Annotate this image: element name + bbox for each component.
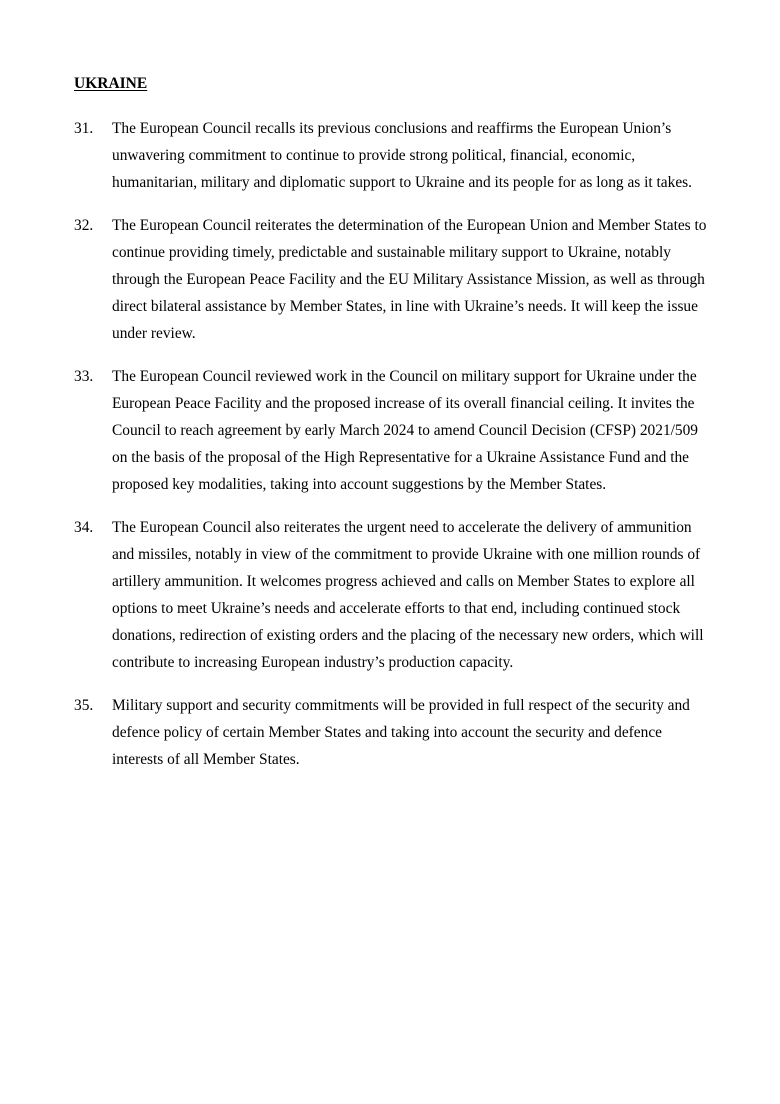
paragraph-number: 33. [74, 368, 94, 385]
paragraph-list [74, 115, 714, 789]
paragraph-text: The European Council also reiterates the urgent need to accelerate the delivery of ammunition and missiles, notably in view of the commitment to provide Ukraine with one million rounds of artillery ammunition. It welcomes progress achieved and calls on Member States to explore all options to meet Ukraine’s needs and accelerate efforts to that end, including continued stock donations, redirection of existing orders and the placing of the necessary new orders, which will contribute to increasing European industry’s production capacity. [112, 519, 704, 671]
paragraph-number: 35. [74, 697, 94, 714]
paragraph-number: 34. [74, 519, 94, 536]
paragraph-33 [74, 363, 714, 498]
paragraph-31 [74, 115, 714, 196]
section-title: UKRAINE [74, 75, 148, 92]
paragraph-32 [74, 212, 714, 347]
paragraph-text: The European Council reiterates the determination of the European Union and Member States to continue providing timely, predictable and sustainable military support to Ukraine, notably through the European Peace Facility and the EU Military Assistance Mission, as well as through direct bilateral assistance by Member States, in line with Ukraine’s needs. It will keep the issue under review. [112, 217, 707, 342]
paragraph-text: Military support and security commitments will be provided in full respect of the security and defence policy of certain Member States and taking into account the security and defence interests of all Member States. [112, 697, 690, 768]
paragraph-number: 32. [74, 217, 94, 234]
paragraph-35 [74, 692, 714, 773]
paragraph-number: 31. [74, 120, 94, 137]
paragraph-34 [74, 514, 714, 676]
paragraph-text: The European Council recalls its previous conclusions and reaffirms the European Union’s unwavering commitment to continue to provide strong political, financial, economic, humanitarian, military and diplomatic support to Ukraine and its people for as long as it takes. [112, 120, 693, 191]
paragraph-text: The European Council reviewed work in the Council on military support for Ukraine under the European Peace Facility and the proposed increase of its overall financial ceiling. It invites the Council to reach agreement by early March 2024 to amend Council Decision (CFSP) 2021/509 on the basis of the proposal of the High Representative for a Ukraine Assistance Fund and the proposed key modalities, taking into account suggestions by the Member States. [112, 368, 699, 493]
